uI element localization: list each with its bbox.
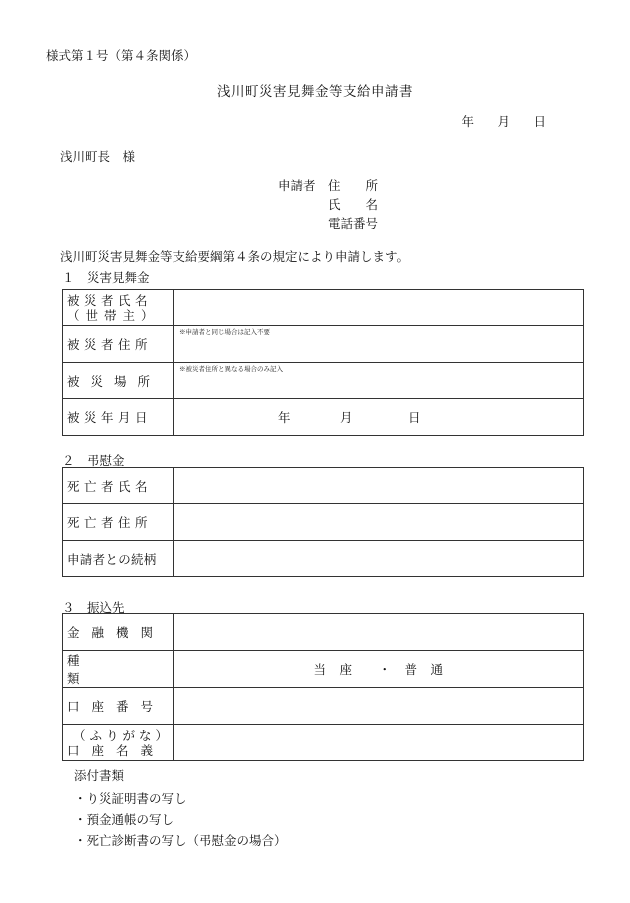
account-type-text: 種類: [67, 653, 148, 686]
attachment-item: ・預金通帳の写し: [74, 812, 175, 827]
applicant-heading: 申請者: [278, 178, 316, 193]
deceased-name-label: 死亡者氏名: [63, 468, 174, 504]
account-number-field[interactable]: [174, 688, 584, 725]
account-type-options[interactable]: 当 座 ・ 普 通: [174, 651, 584, 688]
relation-field[interactable]: [174, 541, 584, 577]
disaster-place-label: 被災場所: [63, 363, 174, 399]
date-day-label: 日: [533, 114, 546, 129]
bank-field[interactable]: [174, 614, 584, 651]
account-number-label: 口座番号: [63, 688, 174, 725]
victim-address-label: 被災者住所: [63, 326, 174, 363]
disaster-relief-table: [62, 289, 584, 436]
addressee: 浅川町長 様: [60, 149, 136, 164]
disaster-place-note: ※被災者住所と異なる場合のみ記入: [179, 365, 283, 373]
applicant-address-label: 住 所: [328, 178, 379, 193]
household-head-text: （世帯主）: [67, 307, 160, 323]
attachment-item: ・り災証明書の写し: [74, 791, 187, 806]
applicant-phone-label: 電話番号: [328, 216, 379, 231]
disaster-date-field[interactable]: [174, 399, 584, 436]
attachment-item: ・死亡診断書の写し（弔慰金の場合）: [74, 833, 287, 848]
account-name-label: [63, 725, 174, 761]
account-type-label: [63, 651, 174, 688]
section-2-heading: ２ 弔慰金: [62, 453, 125, 468]
victim-name-field[interactable]: [174, 290, 584, 326]
relation-label: 申請者との続柄: [63, 541, 174, 577]
victim-name-text: 被災者氏名: [67, 292, 153, 308]
disaster-place-field[interactable]: [174, 363, 584, 399]
account-name-text: 口座名義: [67, 742, 166, 758]
date-month-label: 月: [497, 114, 510, 129]
bank-transfer-table: [62, 613, 584, 761]
bank-label: 金融機関: [63, 614, 174, 651]
deceased-address-label: 死亡者住所: [63, 504, 174, 541]
section-3-heading: ３ 振込先: [62, 600, 125, 615]
section-1-heading: １ 災害見舞金: [62, 270, 150, 285]
attachments-heading: 添付書類: [74, 768, 125, 783]
victim-address-note: ※申請者と同じ場合は記入不要: [179, 328, 270, 336]
disaster-date-label: 被災年月日: [63, 399, 174, 436]
deceased-name-field[interactable]: [174, 468, 584, 504]
account-name-field[interactable]: [174, 725, 584, 761]
date-year-label: 年: [461, 114, 474, 129]
application-statement: 浅川町災害見舞金等支給要綱第４条の規定により申請します。: [60, 249, 410, 264]
victim-address-field[interactable]: [174, 326, 584, 363]
disaster-date-day: 日: [408, 410, 421, 425]
disaster-date-year: 年: [278, 410, 291, 425]
victim-name-label: [63, 290, 174, 326]
form-code: 様式第１号（第４条関係）: [46, 48, 197, 63]
application-date: [438, 112, 546, 130]
disaster-date-month: 月: [340, 410, 353, 425]
condolence-table: [62, 467, 584, 577]
furigana-label: （ふりがな）: [73, 727, 173, 743]
deceased-address-field[interactable]: [174, 504, 584, 541]
applicant-block: [278, 176, 378, 233]
applicant-name-label: 氏 名: [328, 197, 379, 212]
form-title: 浅川町災害見舞金等支給申請書: [217, 84, 413, 100]
